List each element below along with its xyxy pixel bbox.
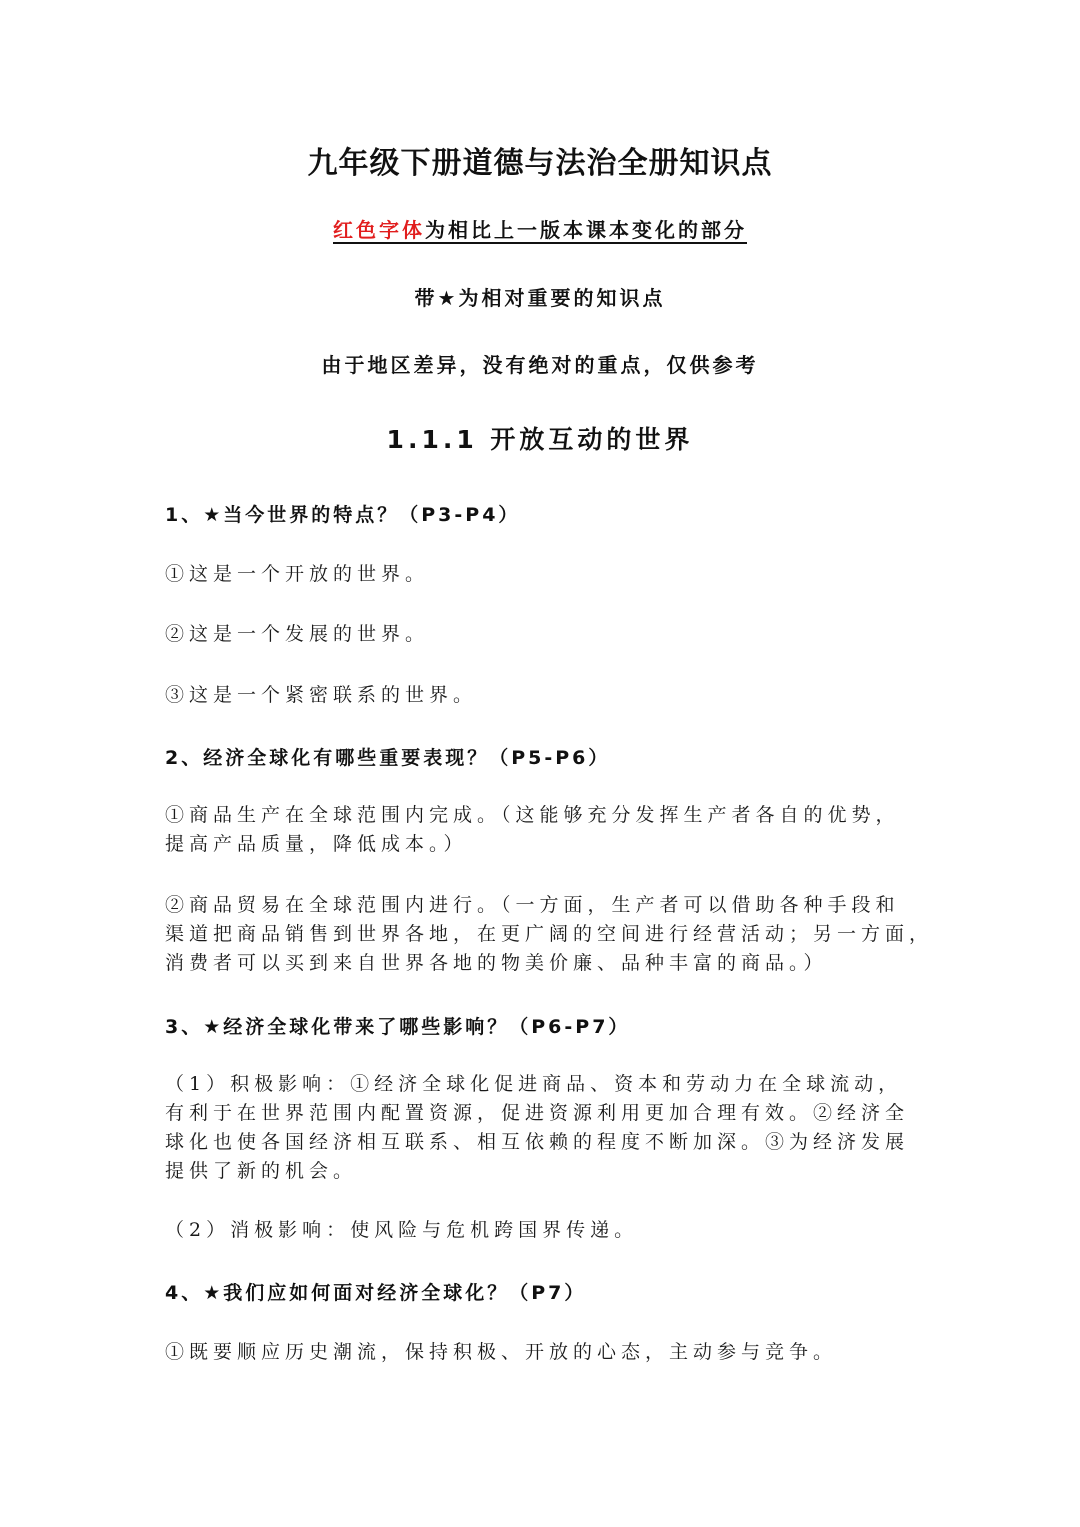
answer-2-2-line-3: 消费者可以买到来自世界各地的物美价廉、品种丰富的商品。）: [165, 952, 828, 974]
answer-3-1: [165, 1070, 917, 1186]
question-1: 1、★当今世界的特点？（P3-P4）: [165, 504, 521, 526]
answer-2-1-line-1: ①商品生产在全球范围内完成。（这能够充分发挥生产者各自的优势，: [165, 804, 900, 826]
answer-2-2-line-2: 渠道把商品销售到世界各地，在更广阔的空间进行经营活动；另一方面，: [165, 923, 934, 945]
legend-red-text: 红色字体: [333, 218, 425, 242]
star-note: 带★为相对重要的知识点: [414, 286, 666, 310]
section-title: 1.1.1 开放互动的世界: [386, 425, 694, 454]
answer-2-2-line-1: ②商品贸易在全球范围内进行。（一方面，生产者可以借助各种手段和: [165, 894, 900, 916]
region-note: 由于地区差异，没有绝对的重点，仅供参考: [321, 353, 759, 377]
answer-3-2: （2）消极影响：使风险与危机跨国界传递。: [165, 1219, 639, 1241]
legend-note-underlined: [333, 218, 747, 242]
legend-rest-text: 为相比上一版本课本变化的部分: [425, 218, 747, 242]
question-4: 4、★我们应如何面对经济全球化？（P7）: [165, 1282, 587, 1304]
question-2: 2、经济全球化有哪些重要表现？（P5-P6）: [165, 747, 611, 769]
legend-note: [0, 214, 1080, 243]
document-title: 九年级下册道德与法治全册知识点: [307, 146, 773, 181]
answer-2-2: [165, 891, 934, 978]
question-3: 3、★经济全球化带来了哪些影响？（P6-P7）: [165, 1016, 631, 1038]
answer-3-1-line-1: （1）积极影响：①经济全球化促进商品、资本和劳动力在全球流动，: [165, 1073, 903, 1095]
answer-3-1-line-4: 提供了新的机会。: [165, 1160, 358, 1182]
answer-4-1: ①既要顺应历史潮流，保持积极、开放的心态，主动参与竞争。: [165, 1341, 838, 1363]
answer-3-1-line-2: 有利于在世界范围内配置资源，促进资源利用更加合理有效。②经济全: [165, 1102, 910, 1124]
answer-1-2: ②这是一个发展的世界。: [165, 623, 430, 645]
answer-2-1-line-2: 提高产品质量，降低成本。）: [165, 833, 468, 855]
answer-2-1: [165, 801, 917, 859]
answer-1-3: ③这是一个紧密联系的世界。: [165, 684, 478, 706]
answer-3-1-line-3: 球化也使各国经济相互联系、相互依赖的程度不断加深。③为经济发展: [165, 1131, 910, 1153]
answer-1-1: ①这是一个开放的世界。: [165, 563, 430, 585]
